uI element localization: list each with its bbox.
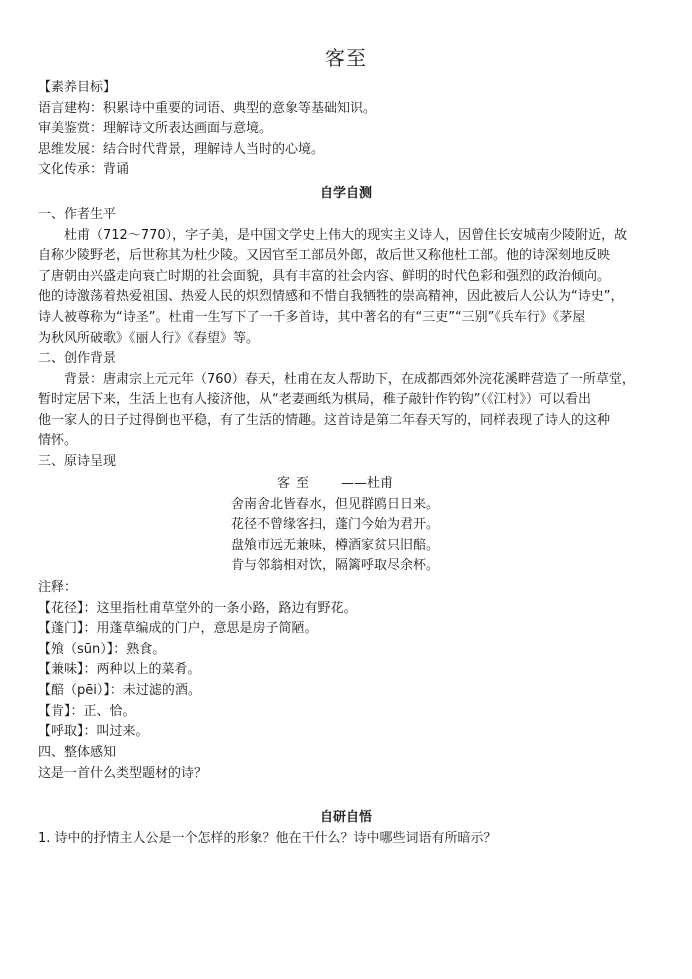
note-item: 【醅（pēi）】：未过滤的酒。 bbox=[38, 682, 201, 698]
author-text-line: 他的诗激荡着热爱祖国、热爱人民的炽烈情感和不惜自我牺牲的崇高精神，因此被后人公认为“诗史”， bbox=[38, 289, 624, 305]
background-text-line: 暂时定居下来，生活上也有人接济他，从“老妻画纸为棋局，稚子敲针作钓钩”（《江村》）可以看出 bbox=[38, 392, 591, 408]
page-title: 客至 bbox=[325, 46, 367, 70]
background-text-line: 情怀。 bbox=[38, 433, 78, 449]
note-item: 【飧（sūn）】：熟食。 bbox=[38, 641, 166, 657]
note-item: 【花径】：这里指杜甫草堂外的一条小路，路边有野花。 bbox=[38, 600, 357, 616]
author-text-line: 了唐朝由兴盛走向衰亡时期的社会面貌，具有丰富的社会内容、鲜明的时代色彩和强烈的政治倾向。 bbox=[38, 268, 611, 284]
background-heading: 二、创作背景 bbox=[38, 351, 117, 366]
overall-section bbox=[38, 743, 668, 784]
notes-heading: 注释： bbox=[38, 580, 78, 595]
poem-line: 舍南舍北皆春水，但见群鸥日日来。 bbox=[230, 496, 439, 512]
poem-line: 花径不曾缘客扫，蓬门今始为君开。 bbox=[230, 517, 439, 533]
overall-heading: 四、整体感知 bbox=[38, 745, 117, 760]
research-question: 1. 诗中的抒情主人公是一个怎样的形象？他在干什么？诗中哪些词语有所暗示？ bbox=[38, 831, 497, 846]
self-study-heading: 自学自测 bbox=[319, 186, 372, 201]
poem-title: 客至 bbox=[276, 476, 315, 491]
poem-author: ——杜甫 bbox=[341, 476, 394, 491]
background-text-line: 他一家人的日子过得倒也平稳，有了生活的情趣。这首诗是第二年春天写的，同样表现了诗人的这种 bbox=[38, 412, 611, 428]
author-section bbox=[38, 205, 668, 349]
self-research-heading: 自研自悟 bbox=[319, 810, 372, 825]
goal-item: 审美鉴赏：理解诗文所表达画面与意境。 bbox=[38, 121, 273, 137]
author-text-line: 杜甫（712～770），字子美，是中国文学史上伟大的现实主义诗人，因曾住长安城南少陵附近，故 bbox=[64, 227, 628, 243]
poem-line: 盘飧市远无兼味，樽酒家贫只旧醅。 bbox=[230, 537, 439, 553]
notes-section bbox=[38, 578, 668, 743]
author-text-line: 自称少陵野老，后世称其为杜少陵。又因官至工部员外郎，故后世又称他杜工部。他的诗深刻地反映 bbox=[38, 248, 611, 264]
original-section bbox=[38, 452, 668, 473]
note-item: 【肯】：正、恰。 bbox=[38, 703, 136, 719]
goals-heading: 【素养目标】 bbox=[38, 80, 117, 95]
original-heading: 三、原诗呈现 bbox=[38, 454, 117, 469]
poem-line: 肯与邻翁相对饮，隔篱呼取尽余杯。 bbox=[230, 558, 439, 574]
goal-item: 文化传承：背诵 bbox=[38, 162, 130, 178]
goal-item: 思维发展：结合时代背景，理解诗人当时的心境。 bbox=[38, 141, 325, 157]
goals-section bbox=[38, 78, 668, 181]
poem-header bbox=[205, 474, 465, 495]
author-heading: 一、作者生平 bbox=[38, 207, 117, 222]
author-text-line: 诗人被尊称为“诗圣”。杜甫一生写下了一千多首诗，其中著名的有“三吏”“三别”《兵车行》《茅屋 bbox=[38, 309, 586, 325]
goal-item: 语言建构：积累诗中重要的词语、典型的意象等基础知识。 bbox=[38, 100, 377, 116]
poem bbox=[205, 474, 465, 577]
overall-question: 这是一首什么类型题材的诗？ bbox=[38, 765, 208, 781]
background-text-line: 背景：唐肃宗上元元年（760）春天，杜甫在友人帮助下，在成都西郊外浣花溪畔营造了一所草堂， bbox=[64, 371, 635, 387]
note-item: 【兼味】：两种以上的菜肴。 bbox=[38, 662, 201, 678]
background-section bbox=[38, 349, 668, 452]
note-item: 【呼取】：叫过来。 bbox=[38, 724, 149, 740]
note-item: 【蓬门】：用蓬草编成的门户，意思是房子简陋。 bbox=[38, 621, 318, 637]
self-research-section bbox=[38, 829, 668, 850]
author-text-line: 为秋风所破歌》《丽人行》《春望》等。 bbox=[38, 330, 260, 346]
